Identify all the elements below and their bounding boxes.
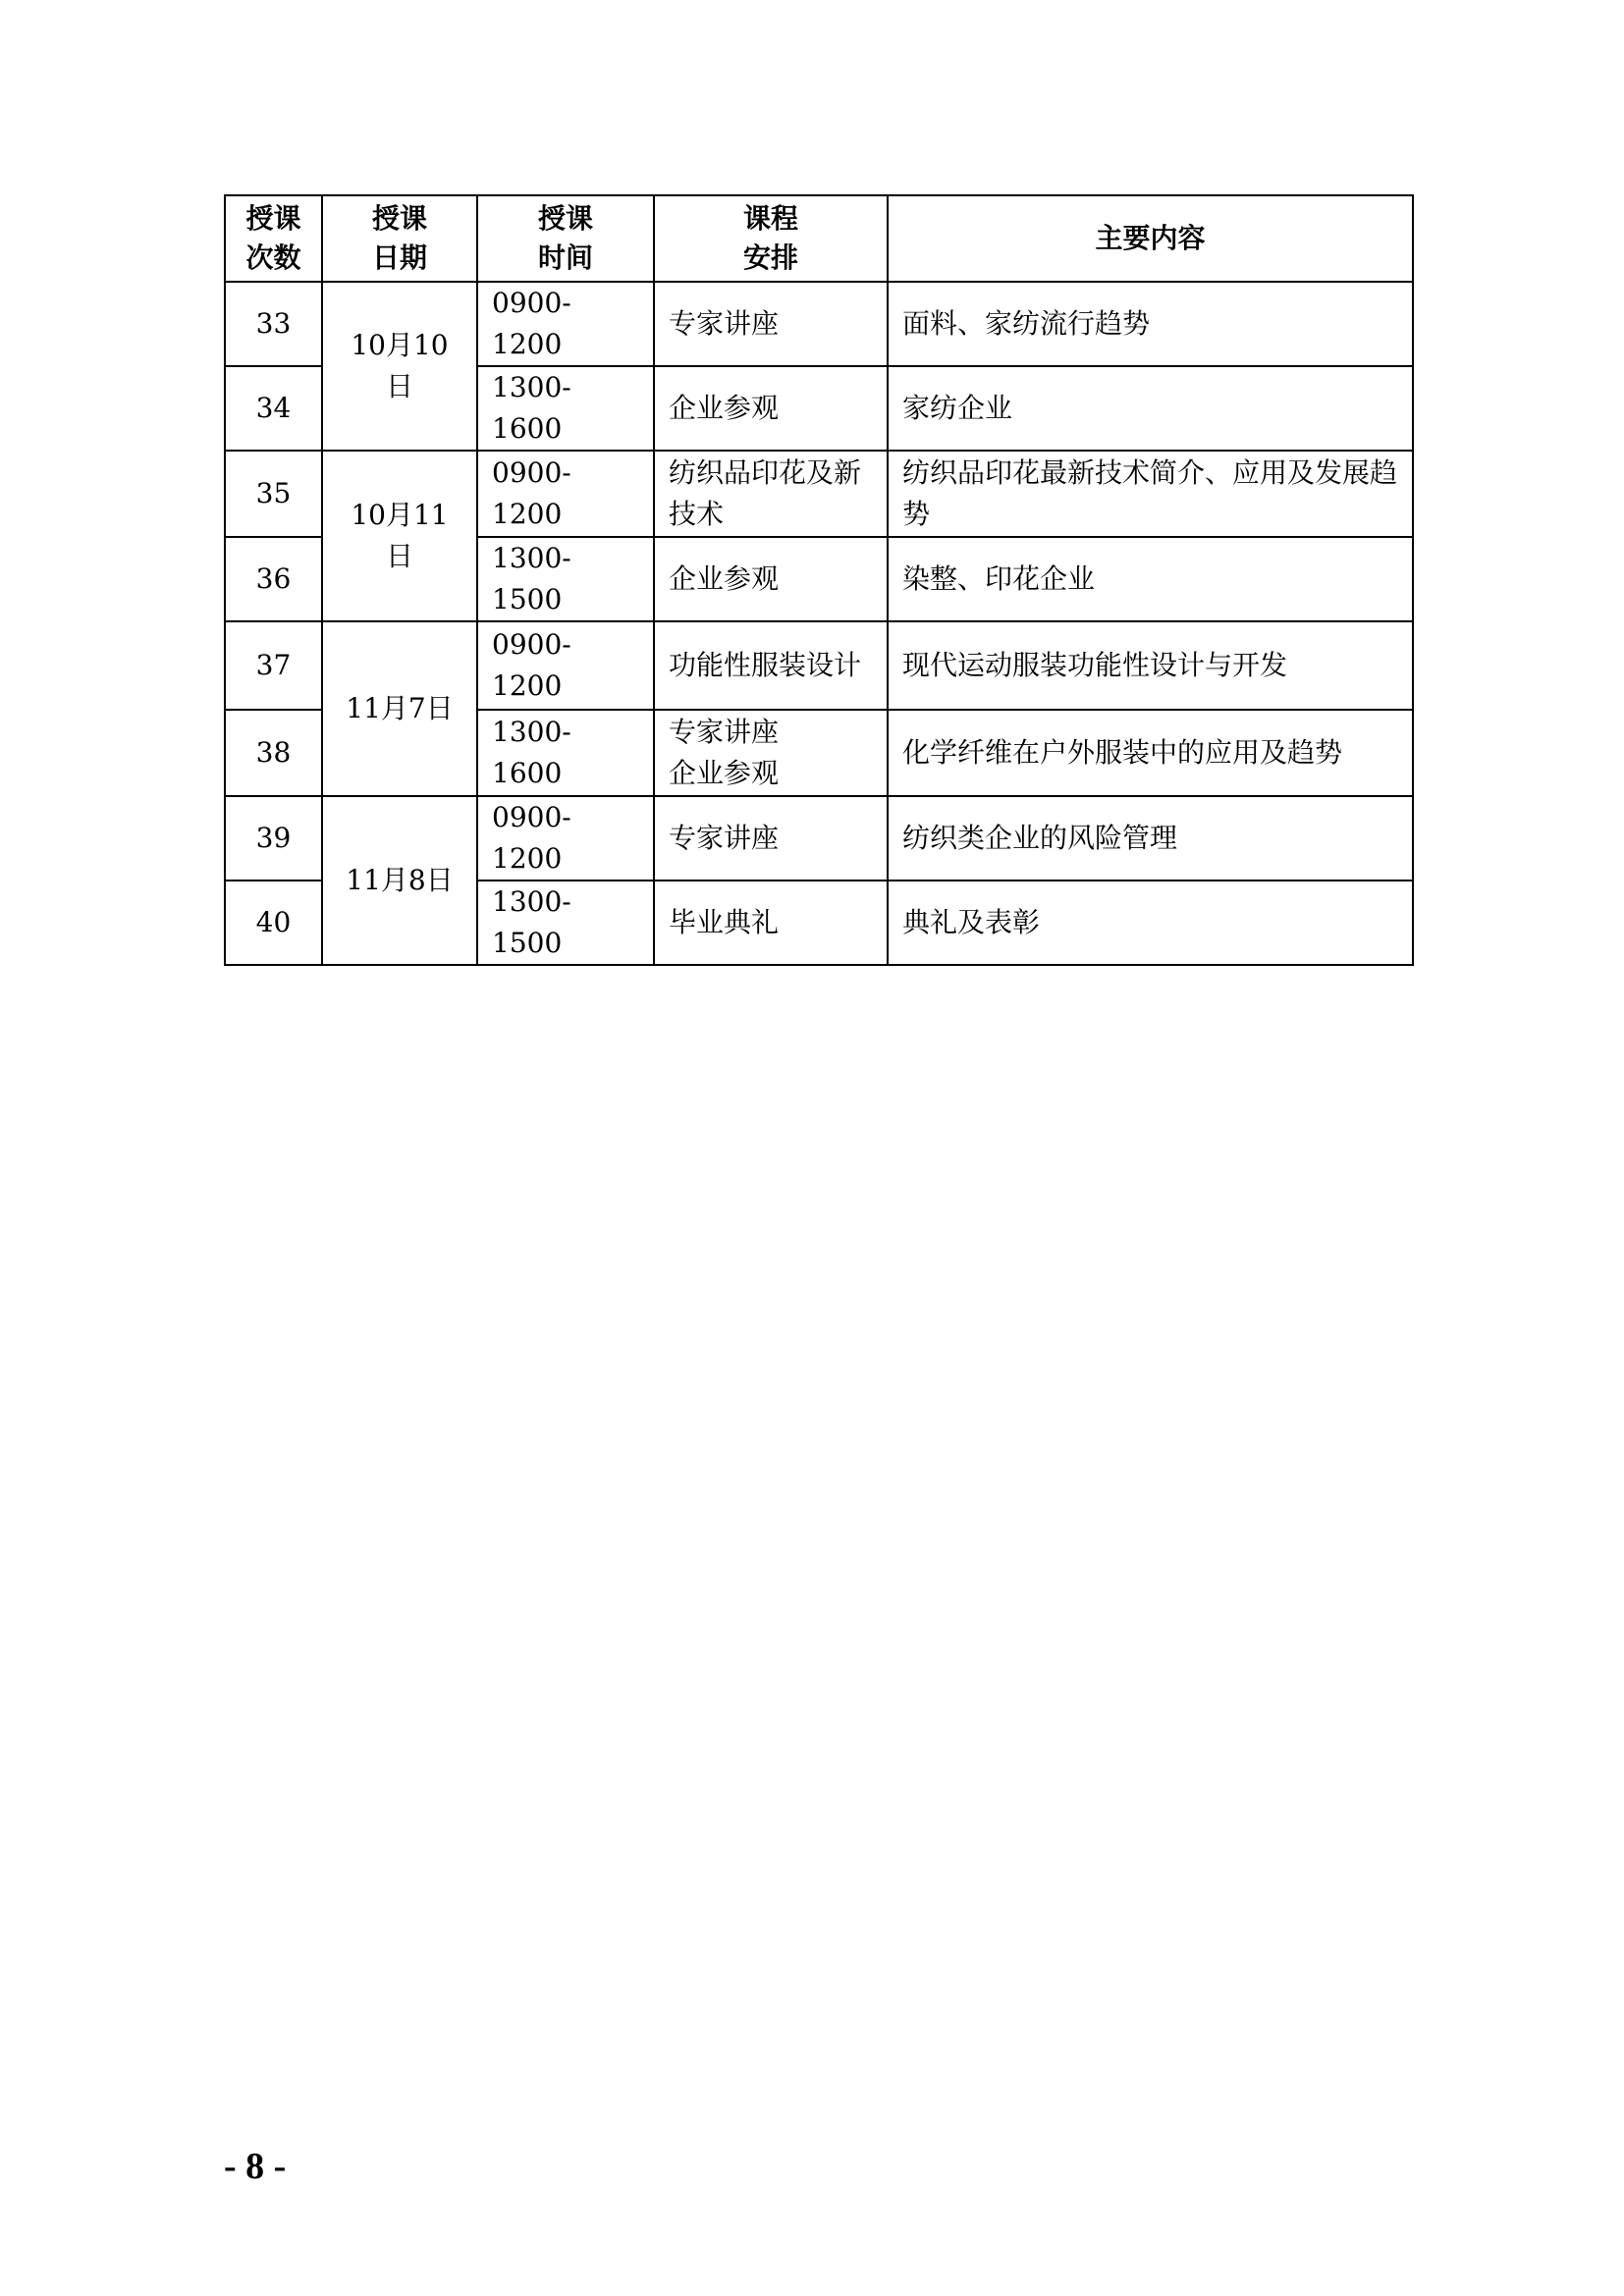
session-number: 37: [225, 621, 322, 710]
course-cell: 企业参观: [654, 366, 888, 451]
header-session-number: 授课 次数: [225, 195, 322, 282]
content-cell: 现代运动服装功能性设计与开发: [888, 621, 1413, 710]
course-cell: 企业参观: [654, 537, 888, 621]
content-cell: 纺织品印花最新技术简介、应用及发展趋势: [888, 451, 1413, 537]
content-cell: 纺织类企业的风险管理: [888, 796, 1413, 881]
date-cell: 11月8日: [322, 796, 477, 965]
session-number: 35: [225, 451, 322, 537]
content-cell: 典礼及表彰: [888, 881, 1413, 965]
course-cell: 专家讲座: [654, 282, 888, 366]
time-cell: 1300-1500: [477, 537, 654, 621]
session-number: 36: [225, 537, 322, 621]
schedule-table: [224, 194, 1414, 966]
date-cell: 10月10日: [322, 282, 477, 451]
table-row: [225, 282, 1413, 366]
course-cell: 纺织品印花及新技术: [654, 451, 888, 537]
course-cell: 专家讲座: [654, 796, 888, 881]
table-row: [225, 796, 1413, 881]
session-number: 39: [225, 796, 322, 881]
table-row: [225, 621, 1413, 710]
time-cell: 0900-1200: [477, 621, 654, 710]
time-cell: 1300-1600: [477, 366, 654, 451]
header-content: 主要内容: [888, 195, 1413, 282]
time-cell: 1300-1600: [477, 710, 654, 796]
content-cell: 染整、印花企业: [888, 537, 1413, 621]
header-time: 授课 时间: [477, 195, 654, 282]
session-number: 40: [225, 881, 322, 965]
header-date: 授课 日期: [322, 195, 477, 282]
header-course: 课程 安排: [654, 195, 888, 282]
session-number: 34: [225, 366, 322, 451]
table-row: [225, 451, 1413, 537]
course-cell: 功能性服装设计: [654, 621, 888, 710]
date-cell: 10月11日: [322, 451, 477, 621]
date-cell: 11月7日: [322, 621, 477, 796]
content-cell: 面料、家纺流行趋势: [888, 282, 1413, 366]
content-cell: 家纺企业: [888, 366, 1413, 451]
table-header-row: [225, 195, 1413, 282]
session-number: 38: [225, 710, 322, 796]
time-cell: 1300-1500: [477, 881, 654, 965]
page-number: - 8 -: [224, 2146, 287, 2187]
course-cell: 专家讲座 企业参观: [654, 710, 888, 796]
time-cell: 0900-1200: [477, 451, 654, 537]
content-cell: 化学纤维在户外服装中的应用及趋势: [888, 710, 1413, 796]
course-cell: 毕业典礼: [654, 881, 888, 965]
session-number: 33: [225, 282, 322, 366]
time-cell: 0900-1200: [477, 796, 654, 881]
time-cell: 0900-1200: [477, 282, 654, 366]
